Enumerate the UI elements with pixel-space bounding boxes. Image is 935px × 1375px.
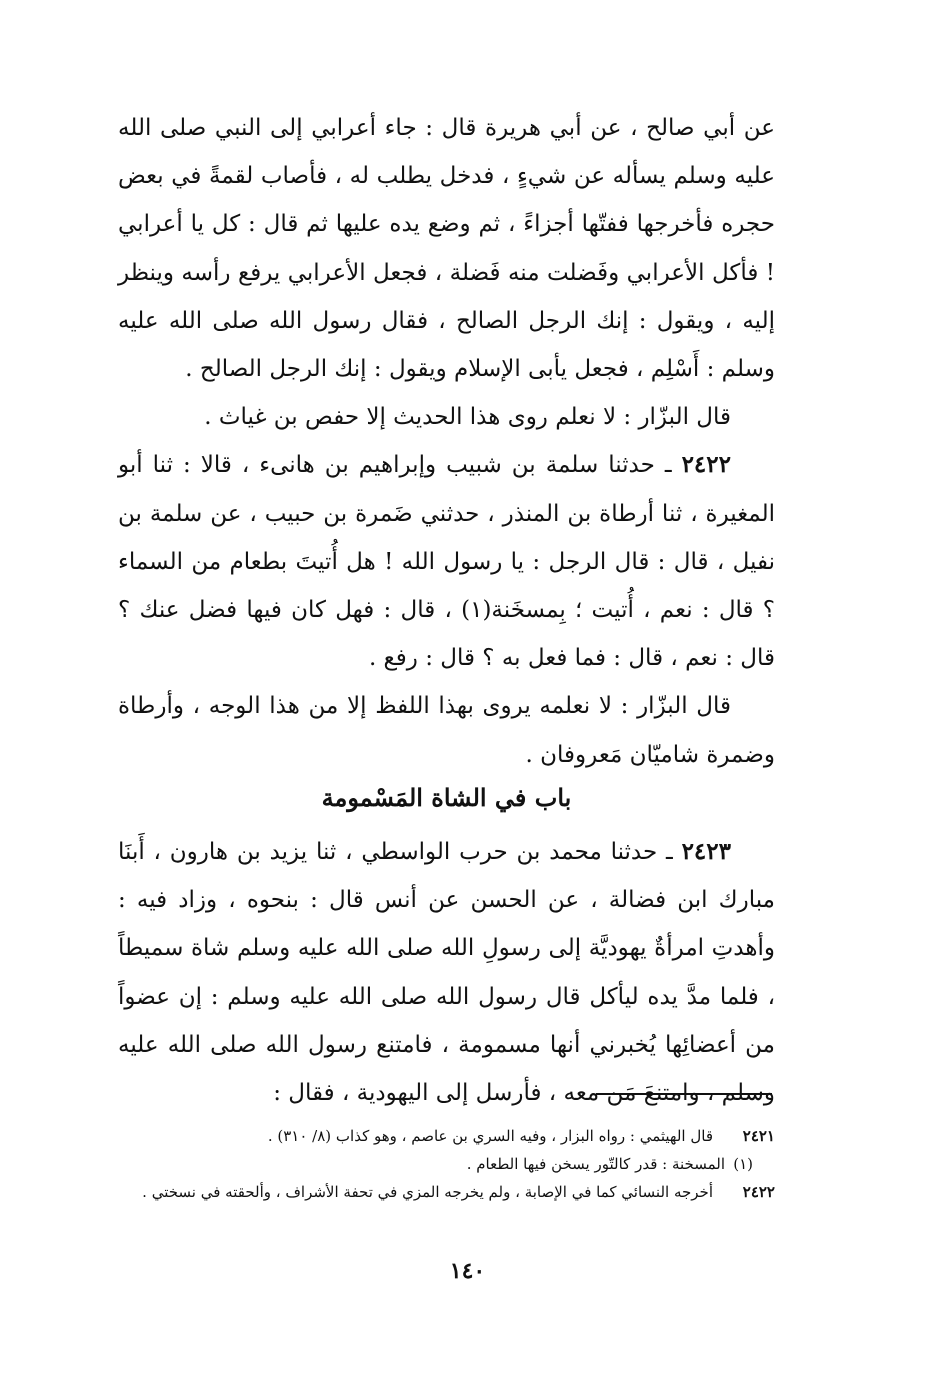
footnote-number: ٢٤٢٢ xyxy=(742,1183,775,1201)
footnote-separator xyxy=(596,1093,772,1095)
footnote-2421 xyxy=(118,1122,775,1150)
footnote-number: ٢٤٢١ xyxy=(742,1127,775,1145)
hadith-2422-text: ـ حدثنا سلمة بن شبيب وإبراهيم بن هانىء ، قالا : ثنا أبو المغيرة ، ثنا أرطاة بن المنذر ، حدثني ضَمرة بن حبيب ، عن سلمة بن نفيل ، قال : قال الرجل : يا رسول الله ! هل أُتيتَ بطعام من السماء ؟ قال : نعم ، أُتيت ؛ بِمسخَنة(١) ، قال : فهل كان فيها فضل عنك ؟ قال : نعم ، قال : فما فعل به ؟ قال : رفع . xyxy=(118,452,775,672)
bazzar-note-2: قال البزّار : لا نعلمه يروى بهذا اللفظ إلا من هذا الوجه ، وأرطاة وضمرة شاميّان مَعروفان . xyxy=(118,693,775,768)
footnote-text: المسخنة : قدر كالتّور يسخن فيها الطعام . xyxy=(466,1155,725,1173)
footnotes xyxy=(118,1122,775,1206)
hadith-2423 xyxy=(118,828,775,1117)
footnote-1 xyxy=(118,1150,775,1178)
hadith-2423-text: ـ حدثنا محمد بن حرب الواسطي ، ثنا يزيد بن هارون ، أَبنَا مبارك ابن فضالة ، عن الحسن عن أنس قال : بنحوه ، وزاد فيه : وأهدتِ امرأةٌ يهوديَّة إلى رسولِ الله صلى الله عليه وسلم شاة سميطاً ، فلما مدَّ يده ليأكل قال رسول الله صلى الله عليه وسلم : إن عضواً من أعضائِها يُخبرني أنها مسمومة ، فامتنع رسول الله صلى الله عليه وسلم ، وامتنعَ مَن معه ، فأرسل إلى اليهودية ، فقال : xyxy=(118,839,775,1107)
main-text-bottom xyxy=(118,828,775,1117)
main-text-top xyxy=(118,104,775,779)
hadith-number-2423: ٢٤٢٣ xyxy=(681,838,731,865)
section-title: باب في الشاة المَسْمومة xyxy=(321,783,572,812)
footnote-text: قال الهيثمي : رواه البزار ، وفيه السري بن عاصم ، وهو كذاب (٨/ ٣١٠) . xyxy=(267,1127,713,1145)
bazzar-note-1: قال البزّار : لا نعلم روى هذا الحديث إلا حفص بن غياث . xyxy=(204,404,731,431)
page-number: ١٤٠ xyxy=(449,1258,486,1284)
footnote-2422 xyxy=(118,1178,775,1206)
hadith-2421-continuation: عن أبي صالح ، عن أبي هريرة قال : جاء أعرابي إلى النبي صلى الله عليه وسلم يسأله عن شيءٍ ، فدخل يطلب له ، فأصاب لقمةً في بعض حجره فأخرجها ففتّها أجزاءً ، ثم وضع يده عليها ثم قال : كل يا أعرابي ! فأكل الأعرابي وفَضلت منه فَضلة ، فجعل الأعرابي يرفع رأسه وينظر إليه ، ويقول : إنك الرجل الصالح ، فقال رسول الله صلى الله عليه وسلم : أَسْلِم ، فجعل يأبى الإسلام ويقول : إنك الرجل الصالح . xyxy=(118,115,775,383)
footnote-number: (١) xyxy=(733,1155,753,1173)
hadith-number-2422: ٢٤٢٢ xyxy=(681,451,731,479)
footnote-text: أخرجه النسائي كما في الإصابة ، ولم يخرجه المزي في تحفة الأشراف ، وألحقته في نسختي . xyxy=(142,1183,713,1201)
hadith-2422 xyxy=(118,441,775,682)
